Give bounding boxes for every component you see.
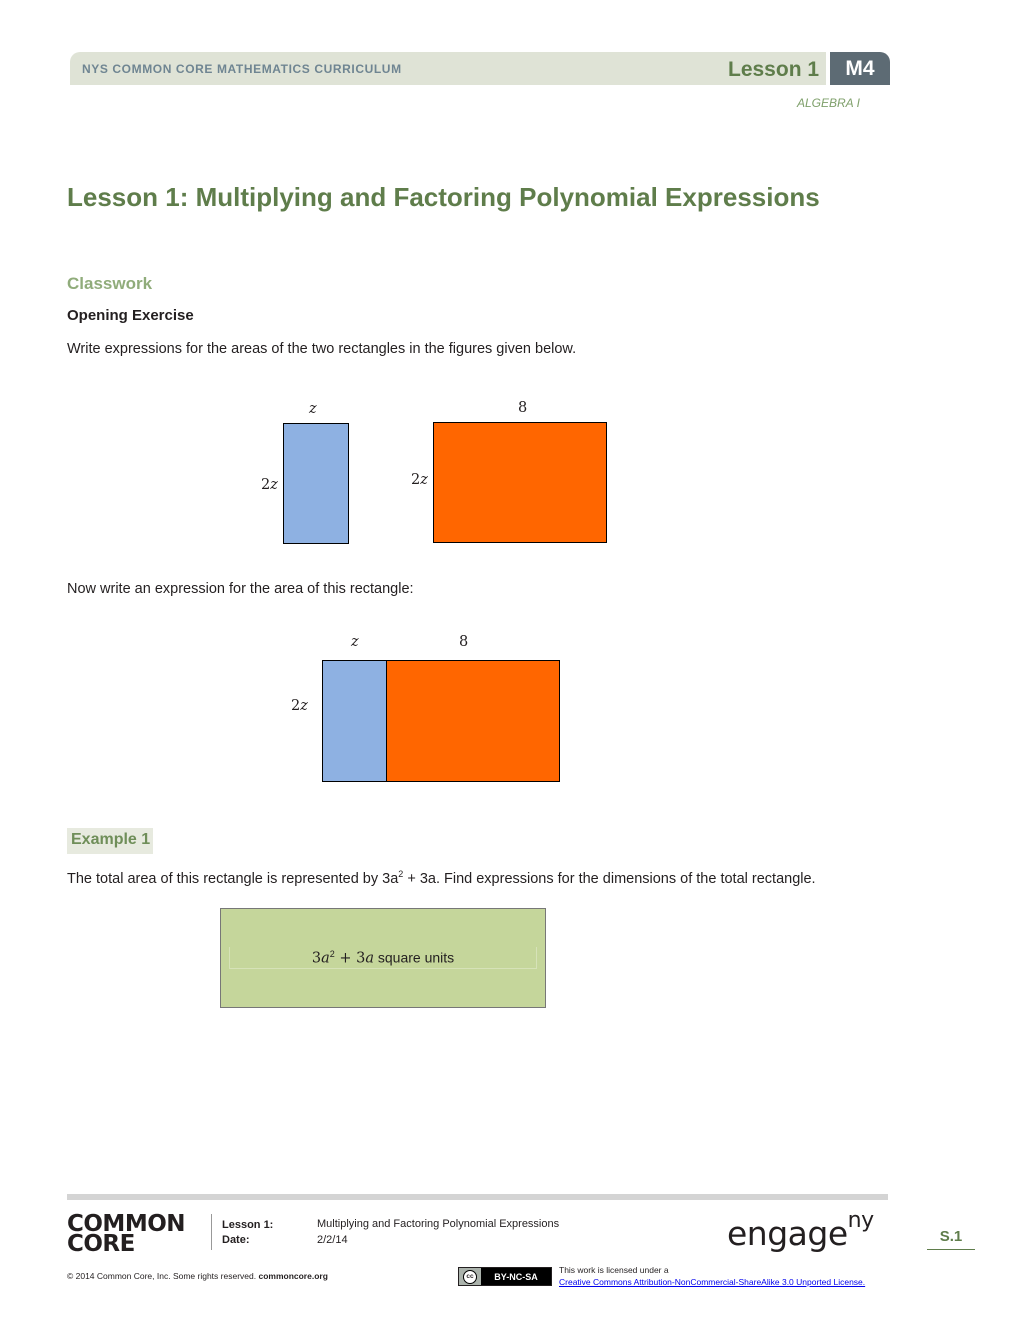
fig1-height-2z-right: 2z — [411, 472, 428, 488]
opening-prompt: Write expressions for the areas of the two rectangles in the figures given below. — [67, 341, 577, 357]
footer-vertical-divider — [211, 1214, 212, 1250]
footer-divider-line — [67, 1194, 888, 1200]
copyright: © 2014 Common Core, Inc. Some rights reserved. commoncore.org — [67, 1271, 328, 1281]
footer-date-value: 2/2/14 — [317, 1234, 348, 1246]
fig2-width-8: 8 — [459, 634, 469, 650]
fig2-width-z: z — [351, 634, 359, 650]
engageny-logo: engage$^{ny}$ — [727, 1208, 874, 1253]
page-number: S.1 — [927, 1228, 975, 1250]
cc-icon: cc — [463, 1270, 477, 1284]
fig1-width-z: z — [309, 401, 317, 417]
fig1-blue-rectangle — [283, 423, 349, 544]
footer-lesson-key: Lesson 1: — [222, 1219, 274, 1231]
opening-prompt-2: Now write an expression for the area of this rectangle: — [67, 581, 414, 597]
page-title: Lesson 1: Multiplying and Factoring Polynomial Expressions — [67, 182, 820, 212]
common-core-logo: COMMON CORE — [67, 1211, 186, 1257]
course-label: ALGEBRA I — [797, 96, 860, 110]
curriculum-label: NYS COMMON CORE MATHEMATICS CURRICULUM — [82, 62, 402, 76]
license-text: This work is licensed under a — [559, 1265, 669, 1275]
section-classwork: Classwork — [67, 274, 153, 293]
fig1-height-2z-left: 2z — [261, 477, 278, 493]
footer-lesson-value: Multiplying and Factoring Polynomial Expressions — [317, 1218, 560, 1230]
fig2-height-2z: 2z — [291, 698, 308, 714]
fig2-orange-rectangle — [386, 660, 560, 782]
footer-date-key: Date: — [222, 1234, 250, 1246]
module-badge: M4 — [830, 52, 890, 85]
example-1-text: The total area of this rectangle is represented by $3a^2 + 3a$. Find expressions for the dimensions of the total rectangle. — [67, 869, 816, 887]
fig2-blue-rectangle — [322, 660, 388, 782]
fig1-width-8: 8 — [518, 400, 528, 416]
example-1-heading: Example 1 — [71, 831, 151, 848]
license-link[interactable]: Creative Commons Attribution-NonCommercial-ShareAlike 3.0 Unported License. — [559, 1277, 866, 1287]
cc-license-badge[interactable]: cc BY-NC-SA — [458, 1267, 552, 1286]
fig1-orange-rectangle — [433, 422, 607, 543]
area-label: $3a^2 + 3a$ square units — [311, 949, 455, 967]
lesson-label: Lesson 1 — [728, 58, 820, 81]
opening-exercise-heading: Opening Exercise — [67, 307, 194, 324]
